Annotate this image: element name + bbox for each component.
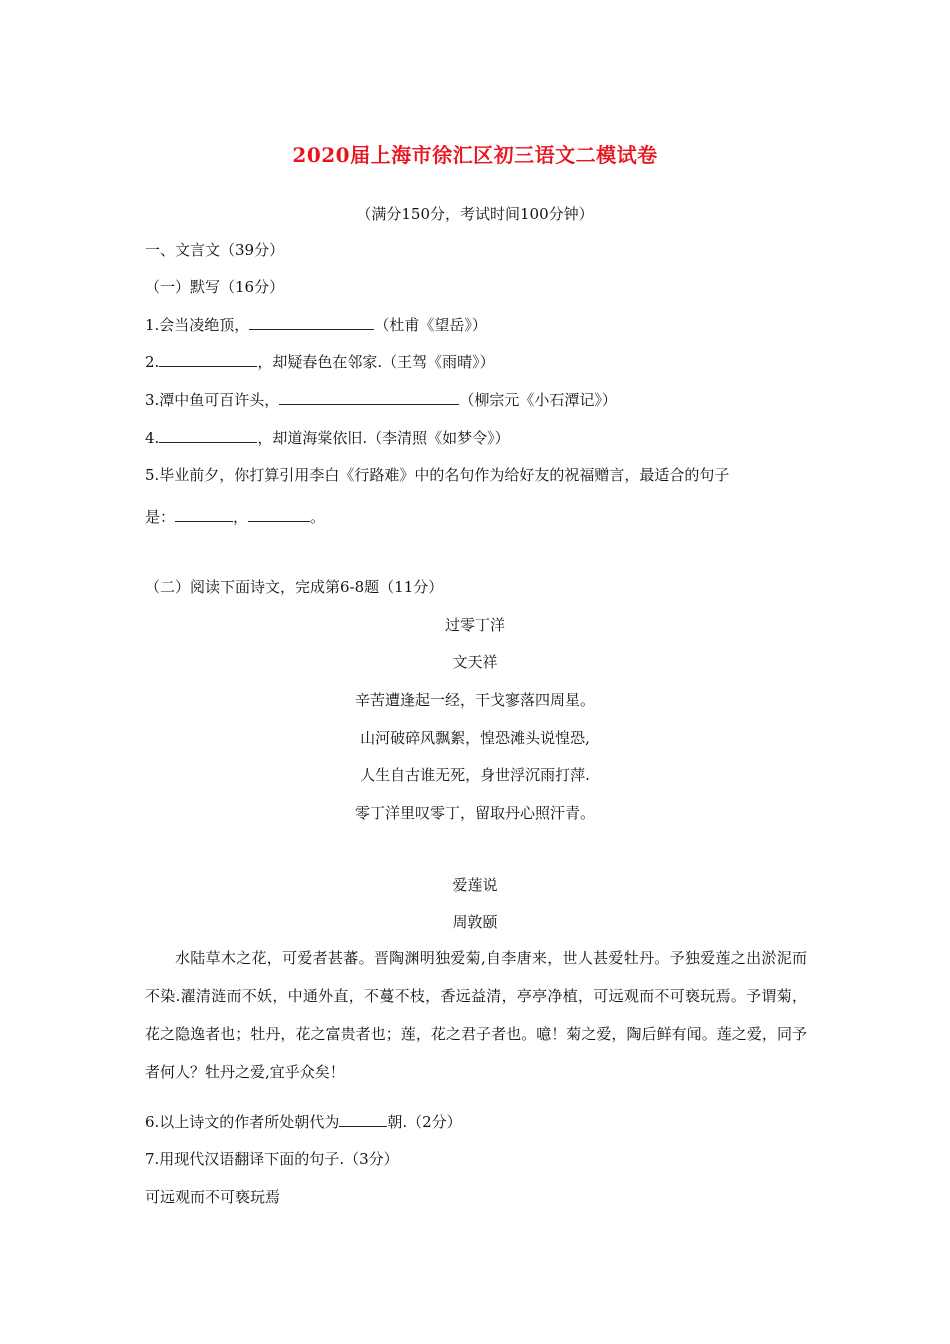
answer-blank-1[interactable] [249, 315, 374, 330]
exam-title: 2020届上海市徐汇区初三语文二模试卷 [292, 143, 658, 167]
question-5-mid: ， [233, 508, 249, 526]
essay-author: 周敦颐 [452, 913, 498, 931]
poem-author: 文天祥 [452, 653, 498, 671]
question-1 [145, 315, 487, 335]
question-6 [145, 1112, 462, 1132]
question-1-suffix: （杜甫《望岳》） [374, 316, 487, 334]
part2-heading: （二）阅读下面诗文，完成第6-8题（11分） [145, 578, 444, 596]
question-1-prefix: 1.会当凌绝顶， [145, 316, 250, 334]
answer-blank-4[interactable] [159, 428, 257, 443]
part1-heading: （一）默写（16分） [145, 278, 285, 296]
question-3-prefix: 3.潭中鱼可百许头， [145, 391, 280, 409]
question-3-suffix: （柳宗元《小石潭记》） [459, 391, 617, 409]
question-5-suffix: 。 [310, 508, 326, 526]
poem-line-2: 山河破碎风飘絮，惶恐滩头说惶恐, [360, 729, 590, 747]
question-4-prefix: 4. [145, 429, 160, 447]
exam-subtitle: （满分150分，考试时间100分钟） [356, 205, 594, 223]
answer-blank-5a[interactable] [175, 507, 233, 522]
question-7-sentence: 可远观而不可亵玩焉 [145, 1188, 281, 1206]
answer-blank-3[interactable] [279, 390, 459, 405]
question-2-prefix: 2. [145, 353, 160, 371]
question-5-line-2 [145, 507, 325, 527]
answer-blank-6[interactable] [339, 1112, 387, 1127]
question-6-suffix: 朝.（2分） [387, 1113, 462, 1131]
answer-blank-2[interactable] [159, 352, 257, 367]
section-heading: 一、文言文（39分） [145, 241, 285, 259]
question-5-line-1: 5.毕业前夕，你打算引用李白《行路难》中的名句作为给好友的祝福赠言，最适合的句子 [145, 466, 730, 484]
question-4-suffix: ，却道海棠依旧.（李清照《如梦令》） [257, 429, 510, 447]
question-6-prefix: 6.以上诗文的作者所处朝代为 [145, 1113, 340, 1131]
essay-text: 水陆草木之花，可爱者甚蕃。晋陶渊明独爱菊,自李唐来，世人甚爱牡丹。予独爱莲之出淤泥而不染.濯清涟而不妖，中通外直，不蔓不枝，香远益清，亭亭净植，可远观而不可亵玩焉。予谓菊，花之隐逸者也；牡丹，花之富贵者也；莲，花之君子者也。噫！菊之爱，陶后鲜有闻。莲之爱，同予者何人？牡丹之爱,宜乎众矣！ [145, 949, 807, 1081]
answer-blank-5b[interactable] [248, 507, 310, 522]
poem-line-4: 零丁洋里叹零丁，留取丹心照汗青。 [354, 804, 595, 822]
question-2-suffix: ，却疑春色在邻家.（王驾《雨晴》） [257, 353, 495, 371]
question-4 [145, 428, 510, 448]
question-2 [145, 352, 495, 372]
question-5-prefix: 是： [145, 508, 176, 526]
poem-line-1: 辛苦遭逢起一经，干戈寥落四周星。 [354, 691, 595, 709]
question-3 [145, 390, 617, 410]
question-7: 7.用现代汉语翻译下面的句子.（3分） [145, 1150, 399, 1168]
poem-title: 过零丁洋 [444, 616, 505, 634]
poem-line-3: 人生自古谁无死，身世浮沉雨打萍. [360, 766, 590, 784]
essay-title: 爱莲说 [452, 876, 498, 894]
